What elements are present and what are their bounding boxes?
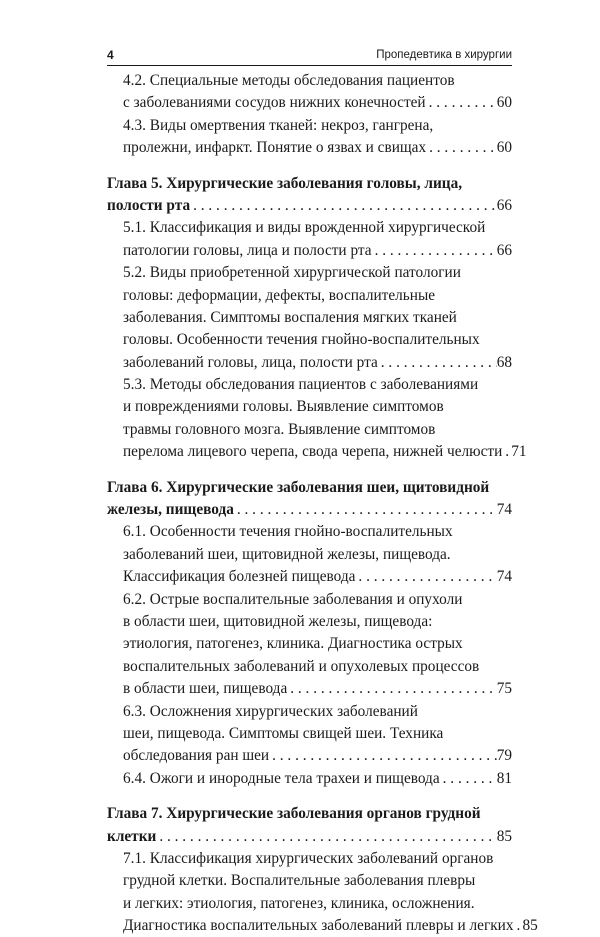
dot-leader — [372, 240, 497, 262]
toc-entry-line: 5.3. Методы обследования пациентов с заболеваниями — [123, 376, 479, 394]
toc-entry-line: в области шеи, пищевода — [123, 680, 288, 698]
dot-leader — [190, 195, 497, 217]
toc-entry-last-line — [107, 195, 512, 217]
toc-entry-line: клетки — [107, 827, 157, 845]
dot-leader — [426, 92, 497, 114]
toc-entry-last-line — [123, 678, 512, 700]
dot-leader — [156, 826, 496, 848]
toc-entry-line: и легких: этиология, патогенез, клиника, осложнения. — [123, 894, 475, 912]
toc-section-entry[interactable] — [107, 262, 512, 374]
toc-entry-line: полости рта — [107, 196, 191, 214]
toc-entry-line: в области шеи, щитовидной железы, пищевода: — [123, 612, 433, 630]
dot-leader — [502, 441, 511, 463]
toc-page-number: 66 — [496, 196, 512, 214]
toc-entry-line: патологии головы, лица и полости рта — [123, 241, 372, 259]
toc-entry-line: воспалительных заболеваний и опухолевых процессов — [123, 657, 480, 675]
chapter-gap — [107, 790, 512, 803]
header-rule — [107, 65, 512, 66]
toc-entry-line: Глава 6. Хирургические заболевания шеи, щитовидной — [107, 478, 490, 496]
book-title: Пропедевтика в хирургии — [376, 49, 512, 61]
toc-entry-line: Глава 5. Хирургические заболевания головы, лица, — [107, 174, 463, 192]
toc-section-entry[interactable] — [107, 521, 512, 588]
toc-entry-last-line — [123, 915, 538, 937]
toc-section-entry[interactable] — [107, 768, 512, 790]
toc-page-number: 60 — [496, 139, 512, 157]
toc-chapter-entry[interactable] — [107, 803, 512, 848]
toc-entry-line: головы: деформации, дефекты, воспалительные — [123, 286, 436, 304]
toc-entry-line: заболеваний шеи, щитовидной железы, пищевода. — [123, 545, 451, 563]
dot-leader — [269, 745, 497, 767]
toc-section-entry[interactable] — [107, 848, 538, 937]
toc-entry-line: перелома лицевого черепа, свода черепа, нижней челюсти — [123, 443, 503, 461]
toc-entry-line: с заболеваниями сосудов нижних конечностей — [123, 94, 426, 112]
toc-entry-line: 7.1. Классификация хирургических заболеваний органов — [123, 849, 494, 867]
toc-chapter-entry[interactable] — [107, 173, 512, 218]
page-number: 4 — [107, 48, 114, 62]
toc-entry-line: травмы головного мозга. Выявление симптомов — [123, 420, 436, 438]
toc-page-number: 60 — [496, 94, 512, 112]
toc-page-number: 68 — [496, 353, 512, 371]
dot-leader — [234, 499, 497, 521]
toc-entry-line: Диагностика воспалительных заболеваний плевры и легких — [123, 917, 514, 935]
toc-entry-last-line — [123, 441, 527, 463]
toc-section-entry[interactable] — [107, 589, 512, 701]
toc-entry-line: железы, пищевода — [107, 501, 234, 519]
toc-entry-line: 5.1. Классификация и виды врожденной хирургической — [123, 219, 486, 237]
toc-entry-line: пролежни, инфаркт. Понятие о язвах и свищах — [123, 139, 427, 157]
toc-page-number: 66 — [496, 241, 512, 259]
running-head — [107, 46, 512, 64]
chapter-gap — [107, 160, 512, 173]
toc-page-number: 85 — [522, 917, 538, 935]
dot-leader — [514, 915, 523, 937]
toc-section-entry[interactable] — [107, 374, 527, 464]
dot-leader — [440, 768, 497, 790]
chapter-gap — [107, 464, 512, 477]
toc-entry-line: грудной клетки. Воспалительные заболевания плевры — [123, 872, 476, 890]
toc-entry-last-line — [107, 499, 512, 521]
toc-section-entry[interactable] — [107, 217, 512, 262]
toc-page-number: 81 — [496, 769, 512, 787]
toc-section-entry[interactable] — [107, 701, 512, 768]
toc-entry-line: и повреждениями головы. Выявление симптомов — [123, 398, 444, 416]
toc-entry-last-line — [123, 240, 512, 262]
toc-entry-line: шеи, пищевода. Симптомы свищей шеи. Техника — [123, 724, 444, 742]
toc-entry-line: 6.4. Ожоги и инородные тела трахеи и пищевода — [123, 769, 440, 787]
toc-page-number: 85 — [496, 827, 512, 845]
toc-page-number: 71 — [511, 443, 527, 461]
toc-section-entry[interactable] — [107, 115, 512, 160]
toc-chapter-entry[interactable] — [107, 477, 512, 522]
toc-page-number: 74 — [496, 568, 512, 586]
toc-entry-line: заболевания. Симптомы воспаления мягких тканей — [123, 308, 457, 326]
dot-leader — [426, 137, 497, 159]
toc-entry-line: Классификация болезней пищевода — [123, 568, 356, 586]
toc-page-number: 79 — [496, 747, 512, 765]
toc-section-entry[interactable] — [107, 70, 512, 115]
toc-page-number: 74 — [496, 501, 512, 519]
toc-entry-last-line — [123, 92, 512, 114]
toc-entry-line: 6.1. Особенности течения гнойно-воспалительных — [123, 523, 453, 541]
toc-entry-last-line — [123, 566, 512, 588]
toc-entry-last-line — [107, 826, 512, 848]
toc-entry-line: 6.3. Осложнения хирургических заболеваний — [123, 702, 418, 720]
dot-leader — [287, 678, 496, 700]
toc-page-number: 75 — [496, 680, 512, 698]
toc-entry-line: Глава 7. Хирургические заболевания органов грудной — [107, 805, 481, 823]
toc-entry-line: этиология, патогенез, клиника. Диагностика острых — [123, 635, 463, 653]
toc-entry-line: обследования ран шеи — [123, 747, 270, 765]
toc-entry-line: головы. Особенности течения гнойно-воспалительных — [123, 331, 480, 349]
toc-entry-last-line — [123, 768, 512, 790]
toc-entry-last-line — [123, 352, 512, 374]
toc-entry-line: заболеваний головы, лица, полости рта — [123, 353, 378, 371]
toc-entry-last-line — [123, 745, 512, 767]
dot-leader — [355, 566, 496, 588]
dot-leader — [378, 352, 497, 374]
toc-entry-line: 5.2. Виды приобретенной хирургической патологии — [123, 264, 461, 282]
toc-entry-line: 4.3. Виды омертвения тканей: некроз, гангрена, — [123, 116, 434, 134]
toc-entry-last-line — [123, 137, 512, 159]
toc-entry-line: 6.2. Острые воспалительные заболевания и опухоли — [123, 590, 463, 608]
toc-entry-line: 4.2. Специальные методы обследования пациентов — [123, 72, 455, 89]
table-of-contents — [107, 70, 538, 937]
